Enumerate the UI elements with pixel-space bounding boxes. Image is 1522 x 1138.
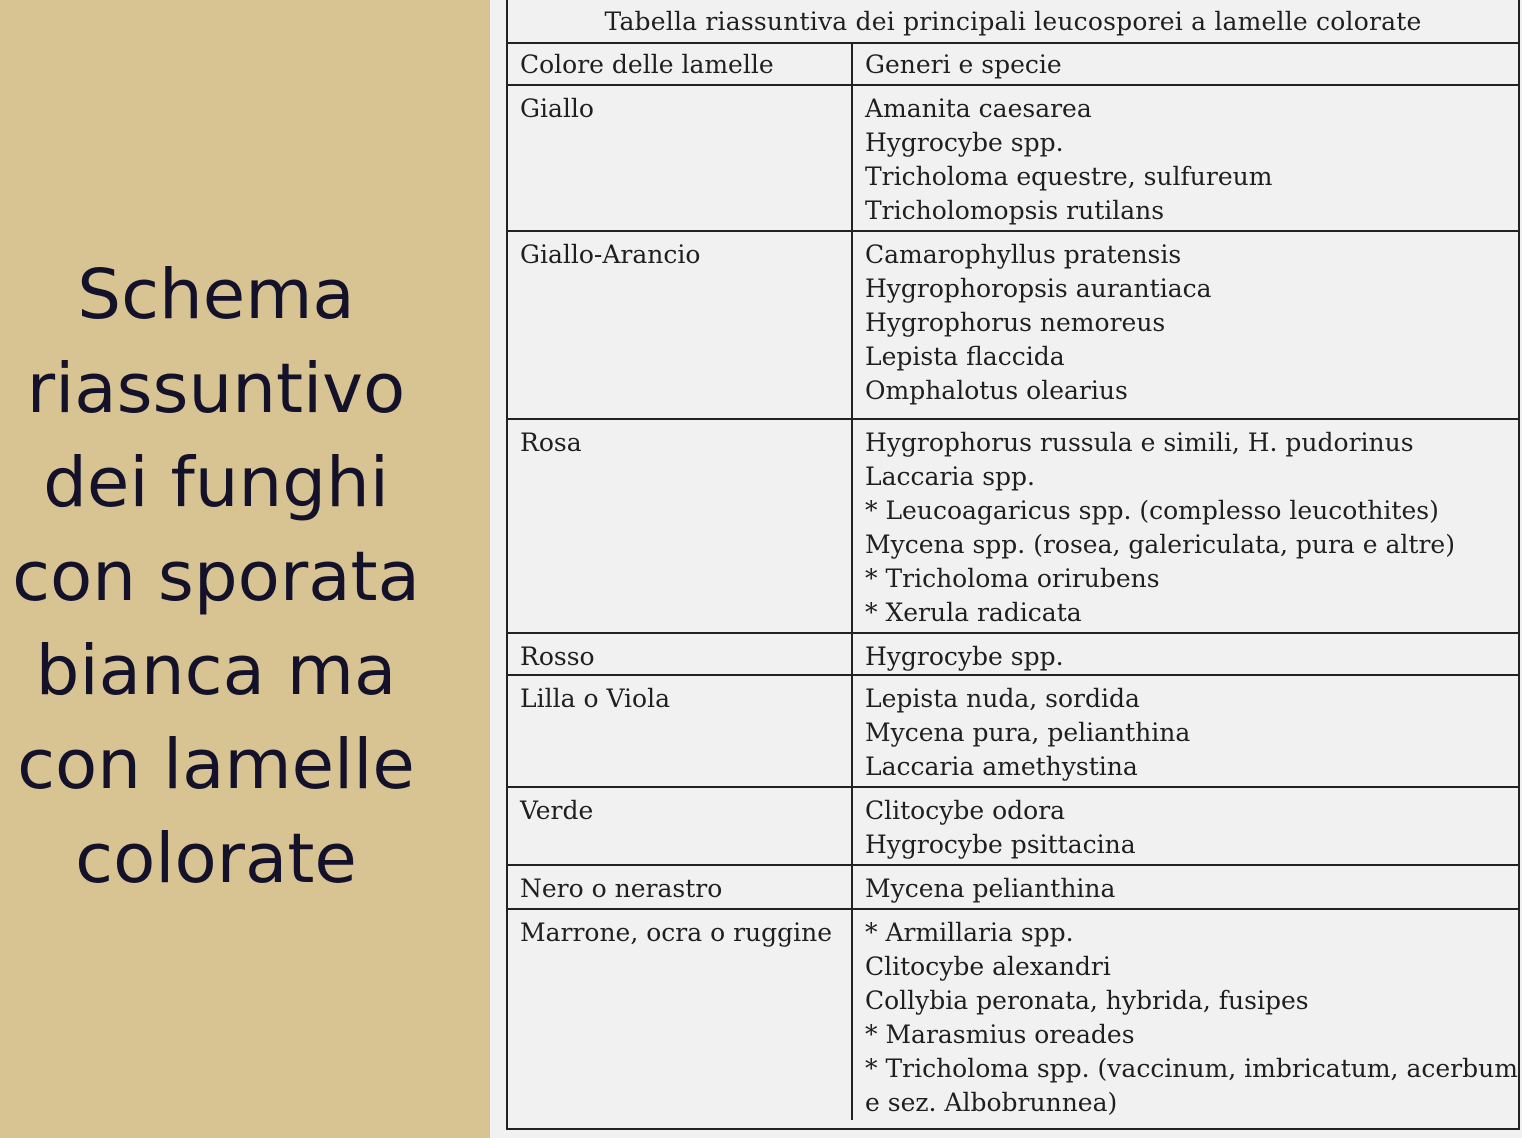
- title-line: con sporata: [12, 537, 420, 617]
- species-cell: [853, 788, 1518, 864]
- color-cell: Giallo: [508, 86, 853, 230]
- species-entry: Hygrophorus nemoreus: [865, 308, 1166, 337]
- table-row: [508, 788, 1518, 866]
- species-cell: [853, 420, 1518, 632]
- color-cell: Verde: [508, 788, 853, 864]
- color-cell: Rosa: [508, 420, 853, 632]
- species-entry: Lepista flaccida: [865, 342, 1065, 371]
- scanned-page: [490, 0, 1522, 1138]
- table-header-row: [508, 44, 1518, 86]
- species-entry: * Armillaria spp.: [865, 918, 1074, 947]
- header-color: Colore delle lamelle: [508, 44, 853, 84]
- species-entry: * Leucoagaricus spp. (complesso leucothites): [865, 496, 1439, 525]
- title-line: colorate: [75, 819, 357, 899]
- color-cell: Giallo-Arancio: [508, 232, 853, 418]
- table-row: [508, 86, 1518, 232]
- species-entry: Tricholoma equestre, sulfureum: [865, 162, 1273, 191]
- color-cell: Rosso: [508, 634, 853, 674]
- species-entry: Hygrocybe spp.: [865, 642, 1064, 671]
- species-entry: Hygrophorus russula e simili, H. pudorinus: [865, 428, 1414, 457]
- species-entry: e sez. Albobrunnea): [865, 1088, 1118, 1117]
- species-entry: Laccaria amethystina: [865, 752, 1138, 781]
- species-entry: Mycena spp. (rosea, galericulata, pura e altre): [865, 530, 1455, 559]
- title-line: dei funghi: [43, 443, 389, 523]
- slide-title: [0, 248, 432, 906]
- color-cell: Marrone, ocra o ruggine: [508, 910, 853, 1120]
- species-entry: Clitocybe alexandri: [865, 952, 1111, 981]
- table-caption: Tabella riassuntiva dei principali leucosporei a lamelle colorate: [508, 0, 1518, 44]
- species-entry: Laccaria spp.: [865, 462, 1035, 491]
- table-row: [508, 910, 1518, 1120]
- species-cell: [853, 634, 1518, 674]
- summary-table: [506, 0, 1520, 1130]
- species-entry: * Marasmius oreades: [865, 1020, 1135, 1049]
- table-row: [508, 232, 1518, 420]
- title-line: riassuntivo: [26, 349, 406, 429]
- species-entry: Mycena pura, pelianthina: [865, 718, 1191, 747]
- table-row: [508, 866, 1518, 910]
- color-cell: Nero o nerastro: [508, 866, 853, 908]
- table-row: [508, 634, 1518, 676]
- species-entry: * Tricholoma spp. (vaccinum, imbricatum, acerbum: [865, 1054, 1518, 1083]
- species-cell: [853, 676, 1518, 786]
- species-cell: [853, 86, 1518, 230]
- table-row: [508, 676, 1518, 788]
- color-cell: Lilla o Viola: [508, 676, 853, 786]
- species-entry: * Xerula radicata: [865, 598, 1082, 627]
- table-row: [508, 420, 1518, 634]
- species-entry: Omphalotus olearius: [865, 376, 1128, 405]
- title-line: con lamelle: [17, 725, 415, 805]
- species-entry: Clitocybe odora: [865, 796, 1066, 825]
- species-entry: * Tricholoma orirubens: [865, 564, 1160, 593]
- species-cell: [853, 866, 1518, 908]
- title-panel: [0, 0, 490, 1138]
- species-cell: [853, 910, 1518, 1120]
- species-entry: Collybia peronata, hybrida, fusipes: [865, 986, 1309, 1015]
- species-entry: Hygrocybe psittacina: [865, 830, 1136, 859]
- species-entry: Hygrophoropsis aurantiaca: [865, 274, 1212, 303]
- header-species: Generi e specie: [865, 50, 1062, 79]
- species-cell: [853, 232, 1518, 418]
- species-entry: Tricholomopsis rutilans: [865, 196, 1165, 225]
- species-entry: Mycena pelianthina: [865, 874, 1116, 903]
- species-entry: Lepista nuda, sordida: [865, 684, 1140, 713]
- species-entry: Camarophyllus pratensis: [865, 240, 1182, 269]
- species-entry: Hygrocybe spp.: [865, 128, 1064, 157]
- title-line: bianca ma: [35, 631, 397, 711]
- title-line: Schema: [77, 255, 355, 335]
- species-entry: Amanita caesarea: [865, 94, 1092, 123]
